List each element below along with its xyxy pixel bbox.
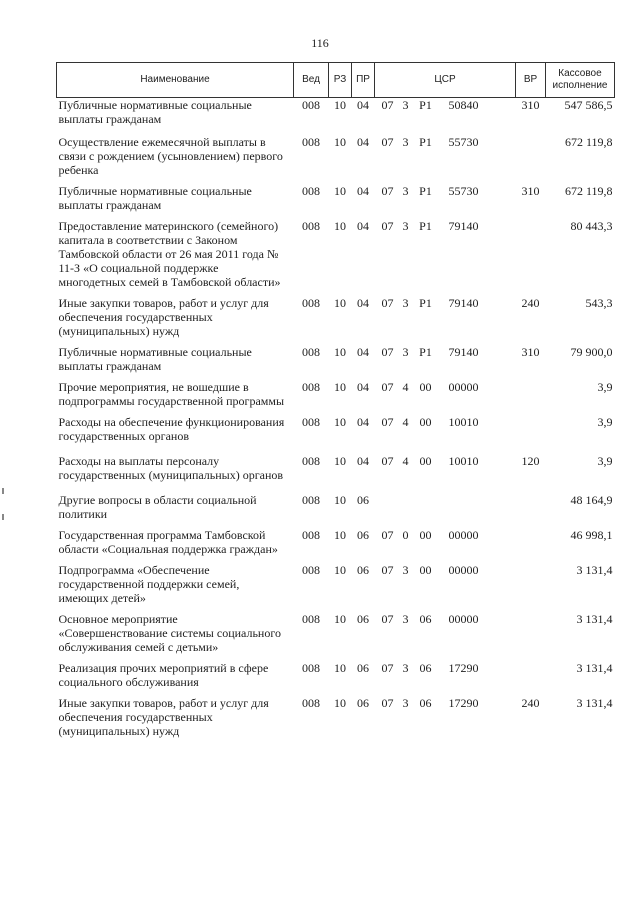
header-vr: ВР	[516, 63, 546, 98]
row-csr	[375, 290, 516, 339]
budget-table	[56, 62, 615, 739]
table-body	[57, 98, 615, 740]
row-ved: 008	[302, 415, 320, 429]
row-csr	[375, 690, 516, 739]
row-vr: 240	[521, 296, 540, 310]
row-vr	[516, 127, 546, 178]
csr-part: 3	[402, 135, 409, 149]
csr-part: 07	[381, 219, 394, 233]
row-pr: 06	[357, 493, 369, 507]
table-row	[57, 444, 615, 483]
row-name: Расходы на обеспечение функционирования государственных органов	[58, 415, 285, 443]
csr-part: 00000	[448, 528, 479, 542]
row-name: Публичные нормативные социальные выплаты гражданам	[58, 345, 252, 373]
header-rz: РЗ	[329, 63, 352, 98]
row-ved: 008	[302, 696, 320, 710]
row-rz: 10	[334, 563, 346, 577]
row-csr	[375, 522, 516, 557]
csr-part: 07	[381, 454, 394, 468]
row-pr: 04	[357, 296, 369, 310]
row-ved: 008	[302, 454, 320, 468]
table-row	[57, 483, 615, 522]
csr-part: 55730	[448, 135, 479, 149]
row-name: Предоставление материнского (семейного) капитала в соответствии с Законом Тамбовской области от 26 мая 2011 года № 11-З «О социальной поддержке многодетных семей в Тамбовской области»	[58, 219, 281, 289]
table-row	[57, 127, 615, 178]
row-ved: 008	[302, 98, 320, 112]
csr-part: 07	[381, 98, 394, 112]
csr-part: 00	[419, 415, 432, 429]
row-csr	[375, 374, 516, 409]
table-row	[57, 690, 615, 739]
row-sum: 3,9	[597, 380, 613, 394]
row-pr: 04	[357, 380, 369, 394]
header-pr: ПР	[352, 63, 375, 98]
row-name: Осуществление ежемесячной выплаты в связи с рождением (усыновлением) первого ребенка	[58, 135, 283, 177]
csr-part: 3	[402, 563, 409, 577]
csr-part: P1	[419, 98, 432, 112]
row-vr	[516, 522, 546, 557]
csr-part: P1	[419, 184, 432, 198]
row-sum: 79 900,0	[570, 345, 613, 359]
csr-part: 3	[402, 345, 409, 359]
page-number: 116	[311, 36, 329, 50]
csr-part: 00	[419, 563, 432, 577]
table-row	[57, 339, 615, 374]
row-name: Публичные нормативные социальные выплаты гражданам	[58, 98, 252, 126]
row-csr	[375, 557, 516, 606]
csr-part: 50840	[448, 98, 479, 112]
row-pr: 06	[357, 528, 369, 542]
row-name: Публичные нормативные социальные выплаты гражданам	[58, 184, 252, 212]
csr-part: 4	[402, 454, 409, 468]
row-name: Реализация прочих мероприятий в сфере социального обслуживания	[58, 661, 269, 689]
row-sum: 3 131,4	[576, 563, 613, 577]
csr-part: 06	[419, 612, 432, 626]
csr-part: P1	[419, 219, 432, 233]
row-vr: 240	[521, 696, 540, 710]
csr-part: 3	[402, 661, 409, 675]
row-csr	[375, 444, 516, 483]
csr-part: 07	[381, 612, 394, 626]
row-ved: 008	[302, 493, 320, 507]
row-name: Расходы на выплаты персоналу государственных (муниципальных) органов	[58, 454, 284, 482]
row-rz: 10	[334, 380, 346, 394]
header-sum: Кассовое исполнение	[546, 63, 615, 98]
table-row	[57, 290, 615, 339]
row-pr: 04	[357, 135, 369, 149]
row-rz: 10	[334, 415, 346, 429]
table-row	[57, 655, 615, 690]
csr-part: 06	[419, 696, 432, 710]
row-sum: 3 131,4	[576, 661, 613, 675]
header-csr: ЦСР	[375, 63, 516, 98]
row-vr	[516, 606, 546, 655]
row-sum: 3,9	[597, 415, 613, 429]
row-csr	[375, 127, 516, 178]
csr-part: 10010	[448, 454, 479, 468]
csr-part: 07	[381, 184, 394, 198]
table-row	[57, 606, 615, 655]
row-rz: 10	[334, 696, 346, 710]
csr-part: 10010	[448, 415, 479, 429]
row-pr: 06	[357, 563, 369, 577]
csr-part: 3	[402, 184, 409, 198]
row-pr: 04	[357, 184, 369, 198]
table-row	[57, 178, 615, 213]
csr-part: 07	[381, 380, 394, 394]
row-csr	[375, 213, 516, 290]
row-rz: 10	[334, 345, 346, 359]
table-header-row	[57, 63, 615, 98]
csr-part: 17290	[448, 661, 479, 675]
row-rz: 10	[334, 135, 346, 149]
row-pr: 04	[357, 415, 369, 429]
row-ved: 008	[302, 219, 320, 233]
scan-mark	[2, 488, 4, 494]
table-row	[57, 522, 615, 557]
row-vr: 310	[521, 345, 540, 359]
row-ved: 008	[302, 380, 320, 394]
table-row	[57, 98, 615, 128]
csr-part: 00000	[448, 612, 479, 626]
csr-part: 00	[419, 380, 432, 394]
table-row	[57, 557, 615, 606]
row-pr: 04	[357, 454, 369, 468]
row-sum: 3 131,4	[576, 612, 613, 626]
table-row	[57, 409, 615, 444]
row-rz: 10	[334, 493, 346, 507]
row-csr	[375, 606, 516, 655]
row-vr	[516, 557, 546, 606]
csr-part: 07	[381, 661, 394, 675]
row-vr: 310	[521, 98, 540, 112]
row-ved: 008	[302, 345, 320, 359]
row-ved: 008	[302, 661, 320, 675]
csr-part: 00000	[448, 380, 479, 394]
row-vr	[516, 483, 546, 522]
csr-part: 07	[381, 345, 394, 359]
row-csr	[375, 483, 516, 522]
row-vr	[516, 374, 546, 409]
csr-part: P1	[419, 345, 432, 359]
row-pr: 06	[357, 612, 369, 626]
csr-part: P1	[419, 135, 432, 149]
header-ved: Вед	[294, 63, 329, 98]
csr-part: 79140	[448, 219, 479, 233]
scan-mark	[2, 514, 4, 520]
row-rz: 10	[334, 98, 346, 112]
csr-part: 07	[381, 296, 394, 310]
row-name: Иные закупки товаров, работ и услуг для обеспечения государственных (муниципальных) нужд	[58, 296, 269, 338]
csr-part: 4	[402, 415, 409, 429]
row-csr	[375, 178, 516, 213]
row-vr: 120	[521, 454, 540, 468]
csr-part: 79140	[448, 296, 479, 310]
csr-part: 17290	[448, 696, 479, 710]
row-csr	[375, 655, 516, 690]
row-vr	[516, 409, 546, 444]
csr-part: 07	[381, 563, 394, 577]
row-sum: 3,9	[597, 454, 613, 468]
row-pr: 04	[357, 219, 369, 233]
row-sum: 547 586,5	[564, 98, 613, 112]
csr-part: P1	[419, 296, 432, 310]
row-name: Основное мероприятие «Совершенствование системы социального обслуживания семей с детьми»	[58, 612, 281, 654]
row-sum: 46 998,1	[570, 528, 613, 542]
csr-part: 79140	[448, 345, 479, 359]
csr-part: 3	[402, 219, 409, 233]
row-vr: 310	[521, 184, 540, 198]
row-pr: 06	[357, 661, 369, 675]
row-vr	[516, 213, 546, 290]
row-ved: 008	[302, 528, 320, 542]
row-name: Подпрограмма «Обеспечение государственной поддержки семей, имеющих детей»	[58, 563, 240, 605]
table-row	[57, 374, 615, 409]
row-ved: 008	[302, 184, 320, 198]
table-row	[57, 213, 615, 290]
row-rz: 10	[334, 612, 346, 626]
row-pr: 06	[357, 696, 369, 710]
row-name: Другие вопросы в области социальной политики	[58, 493, 257, 521]
row-sum: 80 443,3	[570, 219, 613, 233]
row-csr	[375, 339, 516, 374]
csr-part: 07	[381, 415, 394, 429]
header-name: Наименование	[57, 63, 294, 98]
row-ved: 008	[302, 563, 320, 577]
csr-part: 3	[402, 296, 409, 310]
row-name: Прочие мероприятия, не вошедшие в подпрограммы государственной программы	[58, 380, 285, 408]
csr-part: 00	[419, 528, 432, 542]
row-rz: 10	[334, 219, 346, 233]
row-rz: 10	[334, 296, 346, 310]
row-rz: 10	[334, 454, 346, 468]
row-csr	[375, 409, 516, 444]
row-ved: 008	[302, 296, 320, 310]
row-name: Иные закупки товаров, работ и услуг для обеспечения государственных (муниципальных) нужд	[58, 696, 269, 738]
csr-part: 55730	[448, 184, 479, 198]
row-rz: 10	[334, 528, 346, 542]
csr-part: 07	[381, 696, 394, 710]
row-ved: 008	[302, 135, 320, 149]
csr-part: 4	[402, 380, 409, 394]
row-pr: 04	[357, 345, 369, 359]
row-sum: 672 119,8	[564, 184, 613, 198]
row-sum: 48 164,9	[570, 493, 613, 507]
csr-part: 06	[419, 661, 432, 675]
csr-part: 07	[381, 528, 394, 542]
row-pr: 04	[357, 98, 369, 112]
csr-part: 3	[402, 612, 409, 626]
row-sum: 543,3	[585, 296, 613, 310]
row-ved: 008	[302, 612, 320, 626]
csr-part: 00	[419, 454, 432, 468]
row-name: Государственная программа Тамбовской области «Социальная поддержка граждан»	[58, 528, 278, 556]
csr-part: 3	[402, 696, 409, 710]
row-rz: 10	[334, 661, 346, 675]
csr-part: 00000	[448, 563, 479, 577]
csr-part: 0	[402, 528, 409, 542]
row-sum: 672 119,8	[564, 135, 613, 149]
row-vr	[516, 655, 546, 690]
csr-part: 07	[381, 135, 394, 149]
row-rz: 10	[334, 184, 346, 198]
csr-part: 3	[402, 98, 409, 112]
row-sum: 3 131,4	[576, 696, 613, 710]
row-csr	[375, 98, 516, 128]
